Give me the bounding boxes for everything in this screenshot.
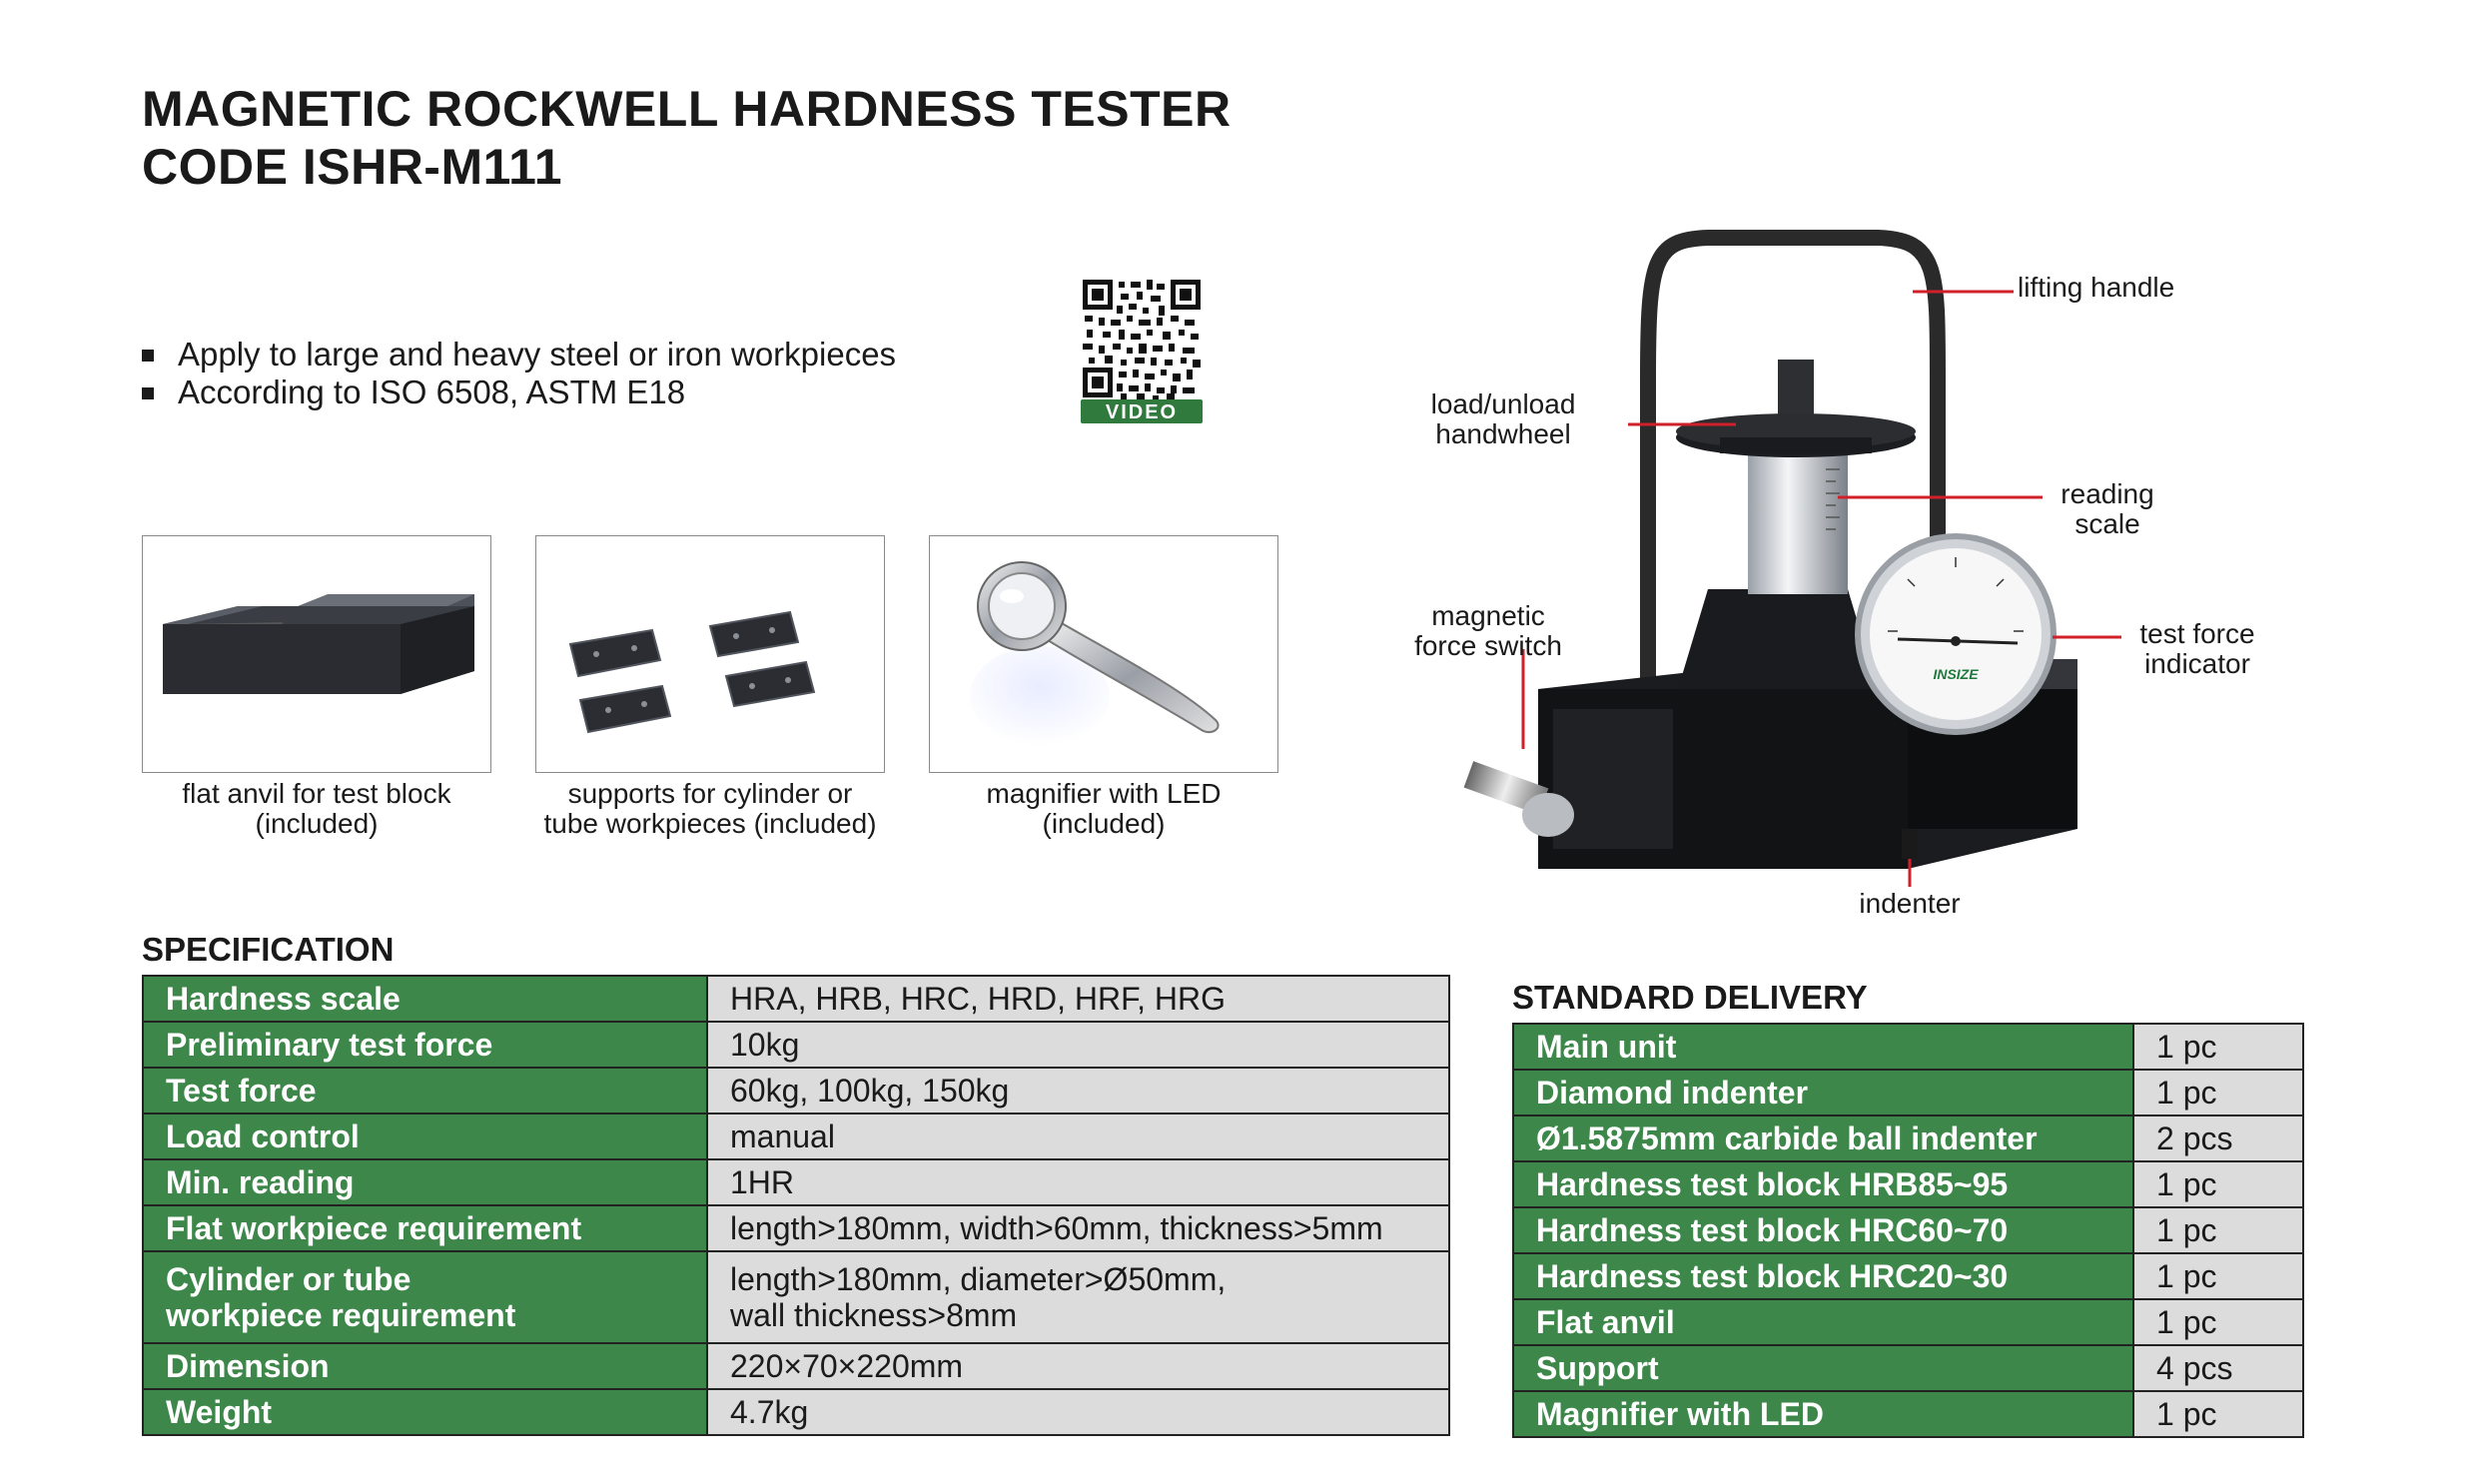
supports-caption: [500, 779, 920, 839]
delivery-item: Hardness test block HRC60~70: [1513, 1207, 2133, 1253]
spec-key: Weight: [143, 1389, 707, 1435]
delivery-item: Hardness test block HRB85~95: [1513, 1161, 2133, 1207]
video-badge: VIDEO: [1105, 401, 1179, 423]
spec-key: Load control: [143, 1113, 707, 1159]
callout-handwheel: [1398, 389, 1608, 449]
delivery-qty: 1 pc: [2133, 1024, 2303, 1070]
spec-value: 4.7kg: [707, 1389, 1449, 1435]
table-row: [1513, 1024, 2303, 1070]
delivery-item: Diamond indenter: [1513, 1070, 2133, 1115]
caption-line: (included): [1042, 808, 1166, 839]
spec-key: Min. reading: [143, 1159, 707, 1205]
table-row: [143, 1159, 1449, 1205]
qr-code-icon: [1081, 278, 1203, 423]
table-row: [143, 1113, 1449, 1159]
table-row: [1513, 1207, 2303, 1253]
table-row: [1513, 1115, 2303, 1161]
callout-text: force switch: [1414, 630, 1562, 661]
callout-text: load/unload: [1430, 388, 1576, 419]
table-row: [1513, 1253, 2303, 1299]
page-title: [142, 80, 1232, 196]
delivery-item: Magnifier with LED: [1513, 1391, 2133, 1437]
feature-item: Apply to large and heavy steel or iron workpieces: [142, 336, 896, 373]
delivery-item: Main unit: [1513, 1024, 2133, 1070]
spec-key-line: Cylinder or tube: [166, 1261, 412, 1297]
video-qr-code[interactable]: [1081, 278, 1203, 423]
table-row: [143, 976, 1449, 1022]
standard-delivery-table: [1512, 1023, 2304, 1438]
specification-heading: SPECIFICATION: [142, 931, 395, 968]
delivery-item: Flat anvil: [1513, 1299, 2133, 1345]
spec-key: Preliminary test force: [143, 1022, 707, 1068]
table-row: [1513, 1391, 2303, 1437]
spec-key: Flat workpiece requirement: [143, 1205, 707, 1251]
dial-brand-label: INSIZE: [1933, 666, 1979, 682]
spec-value: [707, 1251, 1449, 1343]
spec-value: 1HR: [707, 1159, 1449, 1205]
callout-text: handwheel: [1435, 418, 1571, 449]
spec-value: length>180mm, width>60mm, thickness>5mm: [707, 1205, 1449, 1251]
product-diagram: [1378, 220, 2377, 939]
delivery-qty: 1 pc: [2133, 1391, 2303, 1437]
table-row: [1513, 1299, 2303, 1345]
delivery-qty: 2 pcs: [2133, 1115, 2303, 1161]
callout-text: lifting handle: [2018, 272, 2175, 303]
feature-list: [142, 336, 896, 411]
table-row: [143, 1205, 1449, 1251]
callout-lifting-handle: [2018, 273, 2174, 303]
feature-item: According to ISO 6508, ASTM E18: [142, 373, 896, 411]
spec-key-line: workpiece requirement: [166, 1297, 516, 1333]
callout-test-force: [2127, 619, 2267, 679]
caption-line: tube workpieces (included): [543, 808, 877, 839]
table-row: [143, 1022, 1449, 1068]
table-row: [143, 1068, 1449, 1113]
spec-key: Hardness scale: [143, 976, 707, 1022]
spec-value: 60kg, 100kg, 150kg: [707, 1068, 1449, 1113]
callout-magnetic-switch: [1378, 601, 1598, 661]
callout-text: indenter: [1859, 888, 1961, 919]
delivery-qty: 1 pc: [2133, 1253, 2303, 1299]
caption-line: (included): [255, 808, 379, 839]
caption-line: magnifier with LED: [986, 778, 1222, 809]
spec-value: HRA, HRB, HRC, HRD, HRF, HRG: [707, 976, 1449, 1022]
caption-line: flat anvil for test block: [182, 778, 451, 809]
magnifier-caption: [894, 779, 1313, 839]
spec-value-line: length>180mm, diameter>Ø50mm,: [730, 1261, 1227, 1297]
flat-anvil-image: [142, 535, 491, 773]
table-row: [1513, 1070, 2303, 1115]
delivery-item: Hardness test block HRC20~30: [1513, 1253, 2133, 1299]
delivery-qty: 1 pc: [2133, 1299, 2303, 1345]
table-row: [143, 1251, 1449, 1343]
magnifier-image: [929, 535, 1278, 773]
callout-text: indicator: [2144, 648, 2250, 679]
callout-text: magnetic: [1431, 600, 1545, 631]
callout-text: test force: [2139, 618, 2255, 649]
spec-key: [143, 1251, 707, 1343]
table-row: [143, 1343, 1449, 1389]
delivery-qty: 1 pc: [2133, 1207, 2303, 1253]
hardness-tester-image: [1378, 220, 2377, 939]
table-row: [143, 1389, 1449, 1435]
caption-line: supports for cylinder or: [567, 778, 853, 809]
flat-anvil-caption: [107, 779, 526, 839]
callout-text: reading: [2061, 478, 2154, 509]
standard-delivery-heading: STANDARD DELIVERY: [1512, 979, 1868, 1016]
delivery-qty: 1 pc: [2133, 1161, 2303, 1207]
spec-value: 220×70×220mm: [707, 1343, 1449, 1389]
table-row: [1513, 1345, 2303, 1391]
product-code: CODE ISHR-M111: [142, 139, 563, 195]
spec-value: manual: [707, 1113, 1449, 1159]
delivery-qty: 4 pcs: [2133, 1345, 2303, 1391]
delivery-item: Ø1.5875mm carbide ball indenter: [1513, 1115, 2133, 1161]
callout-reading-scale: [2043, 479, 2172, 539]
spec-key: Dimension: [143, 1343, 707, 1389]
title-line-1: MAGNETIC ROCKWELL HARDNESS TESTER: [142, 81, 1232, 137]
spec-value: 10kg: [707, 1022, 1449, 1068]
spec-key: Test force: [143, 1068, 707, 1113]
callout-indenter: [1840, 889, 1980, 919]
callout-text: scale: [2074, 508, 2140, 539]
spec-value-line: wall thickness>8mm: [730, 1297, 1018, 1333]
delivery-item: Support: [1513, 1345, 2133, 1391]
table-row: [1513, 1161, 2303, 1207]
specification-table: [142, 975, 1450, 1436]
supports-image: [535, 535, 885, 773]
delivery-qty: 1 pc: [2133, 1070, 2303, 1115]
